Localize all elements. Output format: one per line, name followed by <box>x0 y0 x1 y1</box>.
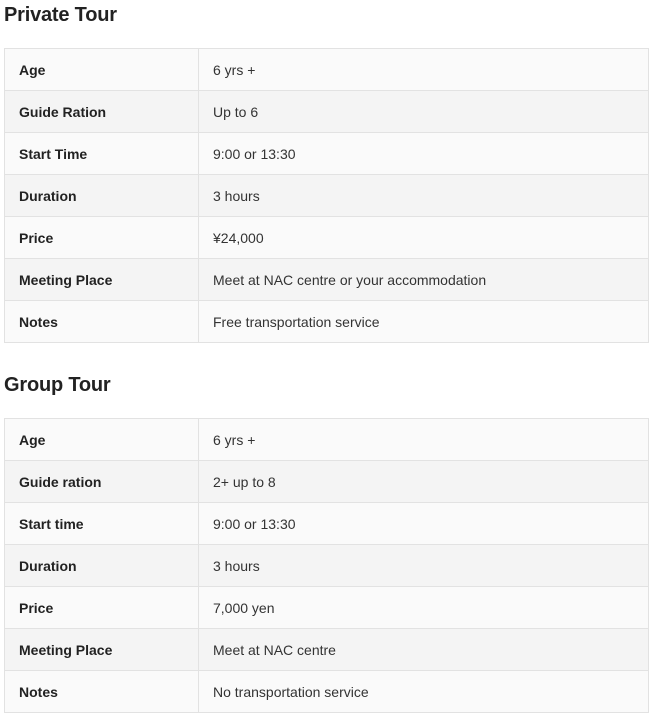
group-tour-title: Group Tour <box>4 374 111 396</box>
row-label-start-time: Start time <box>5 503 199 545</box>
row-value-price: 7,000 yen <box>199 587 649 629</box>
table-row <box>5 671 649 713</box>
row-value-guide-ration: 2+ up to 8 <box>199 461 649 503</box>
row-value-meeting-place: Meet at NAC centre <box>199 629 649 671</box>
row-value-age: 6 yrs + <box>199 419 649 461</box>
row-value-start-time: 9:00 or 13:30 <box>199 503 649 545</box>
row-label-meeting-place: Meeting Place <box>5 629 199 671</box>
table-row <box>5 301 649 343</box>
table-row <box>5 629 649 671</box>
row-label-notes: Notes <box>5 671 199 713</box>
table-row <box>5 217 649 259</box>
row-label-duration: Duration <box>5 545 199 587</box>
table-row <box>5 545 649 587</box>
table-row <box>5 461 649 503</box>
private-tour-title: Private Tour <box>4 4 117 26</box>
row-label-guide-ration: Guide ration <box>5 461 199 503</box>
row-label-meeting-place: Meeting Place <box>5 259 199 301</box>
row-value-notes: No transportation service <box>199 671 649 713</box>
row-value-notes: Free transportation service <box>199 301 649 343</box>
row-label-age: Age <box>5 49 199 91</box>
row-value-age: 6 yrs + <box>199 49 649 91</box>
row-label-guide-ration: Guide Ration <box>5 91 199 133</box>
row-label-price: Price <box>5 217 199 259</box>
row-label-age: Age <box>5 419 199 461</box>
row-value-duration: 3 hours <box>199 175 649 217</box>
table-row <box>5 49 649 91</box>
row-label-price: Price <box>5 587 199 629</box>
table-row <box>5 91 649 133</box>
table-row <box>5 503 649 545</box>
row-value-duration: 3 hours <box>199 545 649 587</box>
row-label-duration: Duration <box>5 175 199 217</box>
group-tour-table <box>4 418 649 713</box>
table-row <box>5 419 649 461</box>
row-value-start-time: 9:00 or 13:30 <box>199 133 649 175</box>
row-label-start-time: Start Time <box>5 133 199 175</box>
row-value-guide-ration: Up to 6 <box>199 91 649 133</box>
row-label-notes: Notes <box>5 301 199 343</box>
table-row <box>5 133 649 175</box>
table-row <box>5 259 649 301</box>
row-value-meeting-place: Meet at NAC centre or your accommodation <box>199 259 649 301</box>
table-row <box>5 175 649 217</box>
private-tour-table <box>4 48 649 343</box>
table-row <box>5 587 649 629</box>
row-value-price: ¥24,000 <box>199 217 649 259</box>
